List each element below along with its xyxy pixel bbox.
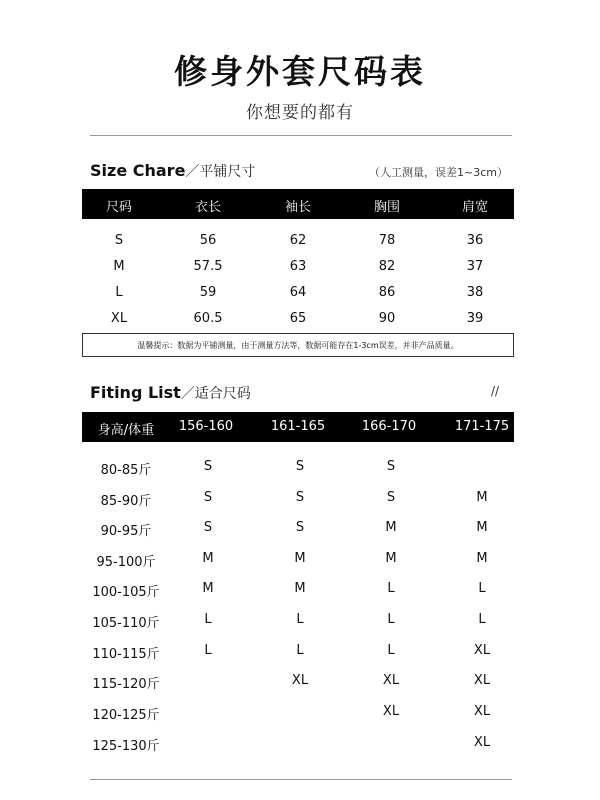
fitting-col-header: 171-175 (454, 419, 510, 434)
fitting-cell: 120-125斤 (92, 708, 160, 723)
size-cell: 78 (378, 233, 396, 248)
fitting-cell: 105-110斤 (92, 616, 160, 631)
size-table-row (82, 285, 514, 305)
fitting-cell: 125-130斤 (92, 739, 160, 754)
fitting-cell: 95-100斤 (96, 555, 156, 570)
size-cell: 60.5 (193, 311, 223, 326)
size-cell: L (115, 285, 123, 300)
size-cell: S (114, 233, 124, 248)
fitting-cell: M (385, 520, 397, 535)
fitting-cell: M (476, 520, 488, 535)
size-chart-heading (90, 161, 255, 181)
fitting-cell: S (386, 490, 396, 505)
fitting-table-row (82, 520, 514, 540)
fitting-cell: XL (473, 704, 491, 719)
fitting-cell: M (476, 490, 488, 505)
fitting-cell: L (387, 643, 395, 658)
fitting-cell: XL (382, 704, 400, 719)
fitting-cell: L (296, 612, 304, 627)
fitting-col-header: 156-160 (178, 419, 234, 434)
fitting-cell: 115-120斤 (92, 677, 160, 692)
fitting-table-header (82, 412, 514, 442)
size-cell: 63 (289, 259, 307, 274)
fitting-cell: M (202, 551, 214, 566)
fitting-cell: S (203, 490, 213, 505)
size-col-header: 尺码 (105, 200, 133, 215)
size-cell: M (113, 259, 125, 274)
size-col-header: 肩宽 (461, 200, 489, 215)
fitting-cell: S (295, 459, 305, 474)
fitting-cell: S (295, 520, 305, 535)
fitting-table-row (82, 704, 514, 724)
fitting-cell: XL (473, 643, 491, 658)
size-col-header: 袖长 (284, 200, 312, 215)
size-cell: 82 (378, 259, 396, 274)
page-subtitle: 你想要的都有 (246, 103, 354, 123)
fitting-cell: XL (382, 673, 400, 688)
size-cell: 90 (378, 311, 396, 326)
fitting-cell: L (387, 612, 395, 627)
size-cell: 36 (466, 233, 484, 248)
fitting-cell: M (294, 581, 306, 596)
size-cell: XL (110, 311, 128, 326)
fitting-table-row (82, 735, 514, 755)
fitting-cell: 90-95斤 (100, 524, 152, 539)
size-cell: 39 (466, 311, 484, 326)
fitting-list-heading-en: Fiting List (90, 383, 181, 402)
fitting-cell: XL (473, 673, 491, 688)
size-cell: 64 (289, 285, 307, 300)
fitting-col-header: 161-165 (270, 419, 326, 434)
size-table-row (82, 311, 514, 331)
divider (90, 779, 512, 780)
fitting-cell: M (202, 581, 214, 596)
size-cell: 56 (199, 233, 217, 248)
fitting-cell: 110-115斤 (92, 647, 160, 662)
warm-tip: 温馨提示：数据为平铺测量，由于测量方法等，数据可能存在1-3cm误差，并非产品质量。 (82, 333, 514, 357)
fitting-cell: S (203, 520, 213, 535)
fitting-table-row (82, 673, 514, 693)
page-title: 修身外套尺码表 (174, 52, 426, 91)
size-cell: 86 (378, 285, 396, 300)
fitting-cell: L (204, 643, 212, 658)
size-col-header: 胸围 (373, 200, 401, 215)
size-cell: 38 (466, 285, 484, 300)
size-table-header (82, 189, 514, 219)
fitting-cell: S (203, 459, 213, 474)
size-table-row (82, 259, 514, 279)
fitting-col-header: 身高/体重 (97, 423, 155, 438)
fitting-cell: 80-85斤 (100, 463, 152, 478)
size-chart-heading-en: Size Chare (90, 161, 186, 180)
decorative-mark: // (491, 384, 500, 398)
fitting-table-row (82, 459, 514, 479)
fitting-table-row (82, 581, 514, 601)
size-table-row (82, 233, 514, 253)
fitting-cell: S (386, 459, 396, 474)
fitting-cell: M (385, 551, 397, 566)
fitting-cell: XL (291, 673, 309, 688)
size-cell: 65 (289, 311, 307, 326)
fitting-cell: L (478, 612, 486, 627)
size-cell: 57.5 (193, 259, 223, 274)
fitting-table-row (82, 551, 514, 571)
measurement-note: （人工测量，误差1~3cm） (369, 166, 508, 179)
fitting-cell: 100-105斤 (92, 585, 160, 600)
fitting-cell: 85-90斤 (100, 494, 152, 509)
fitting-cell: M (476, 551, 488, 566)
fitting-cell: M (294, 551, 306, 566)
fitting-cell: L (204, 612, 212, 627)
fitting-list-heading (90, 383, 251, 403)
fitting-table-row (82, 490, 514, 510)
fitting-cell: S (295, 490, 305, 505)
fitting-table-row (82, 612, 514, 632)
divider (90, 135, 512, 136)
size-cell: 62 (289, 233, 307, 248)
fitting-list-heading-cn: ／适合尺码 (180, 386, 251, 402)
fitting-cell: L (387, 581, 395, 596)
fitting-col-header: 166-170 (361, 419, 417, 434)
fitting-cell: XL (473, 735, 491, 750)
size-cell: 59 (199, 285, 217, 300)
size-chart-heading-cn: ／平铺尺寸 (185, 164, 256, 180)
fitting-cell: L (296, 643, 304, 658)
fitting-cell: L (478, 581, 486, 596)
size-col-header: 衣长 (194, 200, 222, 215)
size-cell: 37 (466, 259, 484, 274)
fitting-table-row (82, 643, 514, 663)
